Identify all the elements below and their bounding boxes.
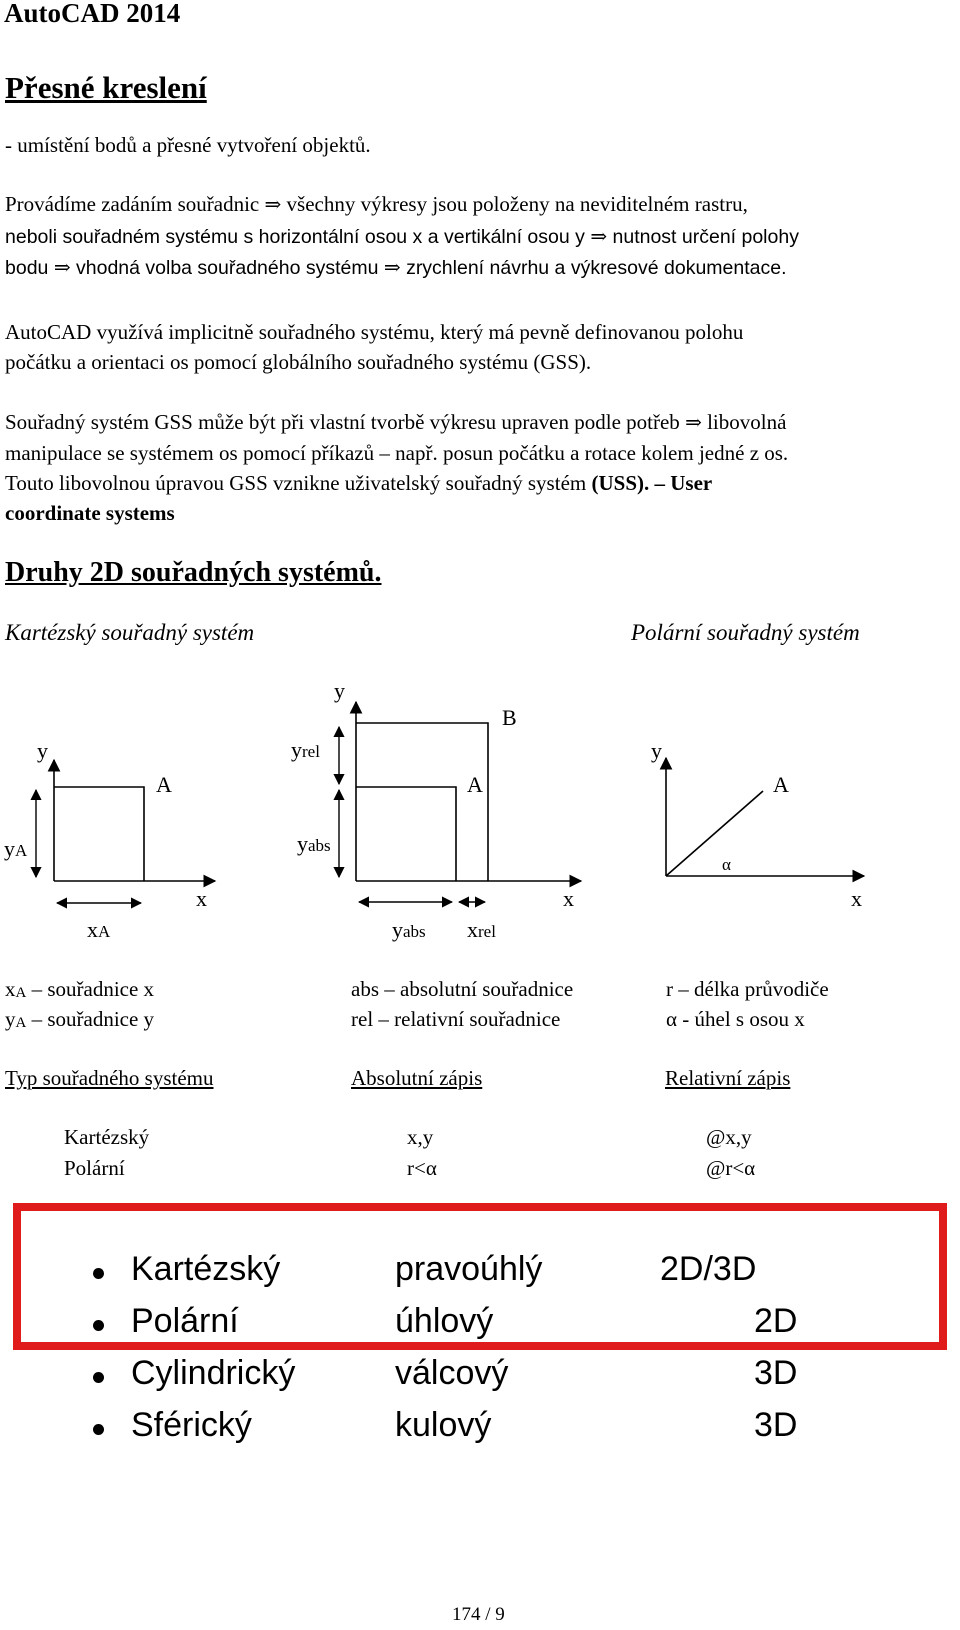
table-row-polar-type: Polární [64,1156,125,1180]
d3-point-a-label: A [773,772,789,797]
list-item-name: Sférický [131,1406,252,1444]
list-item-name: Polární [131,1302,239,1340]
d1-point-guide [54,787,144,881]
implies-icon: ⇒ [590,224,608,248]
polar-label: Polární souřadný systém [631,620,860,645]
implies-icon: ⇒ [264,192,282,216]
d2-y-label: y [334,680,345,703]
d2-xrel-label: xrel [467,917,496,942]
list-item-description: válcový [395,1354,509,1392]
d1-point-a-label: A [156,772,172,797]
bullet-icon [93,1320,104,1331]
legend-alpha: α - úhel s osou x [666,1007,805,1031]
d2-point-a-guide [356,787,456,881]
legend-abs: abs – absolutní souřadnice [351,977,574,1001]
d2-yabs-bottom-label: yabs [392,917,426,942]
paragraph-2-line-2: počátku a orientaci os pomocí globálního souřadného systému (GSS). [5,350,592,374]
table-row-cartesian-absolute: x,y [407,1125,434,1149]
d1-xa-label: xA [87,917,111,942]
intro-line: - umístění bodů a přesné vytvoření objektů. [5,133,371,157]
cartesian-label: Kartézský souřadný systém [5,620,255,645]
d2-yrel-label: yrel [291,737,320,762]
paragraph-3-line-1: Souřadný systém GSS může být při vlastní tvorbě výkresu upraven podle potřeb ⇒ libovolná [5,410,787,434]
implies-icon: ⇒ [53,255,71,279]
section-title-precise-drawing: Přesné kreslení [5,70,207,105]
table-header-relative: Relativní zápis [665,1066,791,1090]
cartesian-relative-diagram [291,680,581,942]
legend-r: r – délka průvodiče [666,977,829,1001]
table-row-polar-absolute: r<α [407,1156,437,1180]
list-item-name: Kartézský [131,1250,281,1288]
bullet-icon [93,1424,104,1435]
list-item-description: úhlový [395,1302,494,1340]
legend-ya: $y_A$ – souřadnice y [5,1007,155,1031]
bullet-icon [93,1268,104,1279]
d3-radius-vector [666,791,763,876]
list-item-dimension: 3D [754,1354,798,1392]
d1-x-label: x [196,886,207,911]
paragraph-1-line-2: neboli souřadném systému s horizontální osou x a vertikální osou y ⇒ nutnost určení polohy [5,224,799,248]
section-title-2d-systems: Druhy 2D souřadných systémů. [5,557,382,588]
d3-x-label: x [851,886,862,911]
paragraph-3-line-2: manipulace se systémem os pomocí příkazů – např. posun počátku a rotace kolem jedné z os. [5,441,789,465]
d3-y-label: y [651,738,662,763]
d1-ya-label: yA [4,836,28,861]
list-item-dimension: 3D [754,1406,798,1444]
table-row-cartesian-type: Kartézský [64,1125,150,1149]
list-item-description: pravoúhlý [395,1250,543,1288]
page-number: 174 / 9 [452,1604,505,1625]
paragraph-3-line-4: coordinate systems [5,501,175,525]
table-header-absolute: Absolutní zápis [351,1066,483,1090]
d2-point-b-label: B [502,705,517,730]
d2-point-b-guide [356,723,488,881]
paragraph-1-line-1: Provádíme zadáním souřadnic ⇒ všechny výkresy jsou položeny na neviditelném rastru, [5,192,748,216]
paragraph-2-line-1: AutoCAD využívá implicitně souřadného systému, který má pevně definovanou polohu [5,320,744,344]
paragraph-1-line-3: bodu ⇒ vhodná volba souřadného systému ⇒ zrychlení návrhu a výkresové dokumentace. [5,255,787,279]
list-item-name: Cylindrický [131,1354,296,1392]
list-item-dimension: 2D/3D [660,1250,757,1288]
cartesian-absolute-diagram [4,738,215,942]
d3-alpha-label: α [722,855,731,874]
list-item-description: kulový [395,1406,492,1444]
d1-y-label: y [37,738,48,763]
table-header-type: Typ souřadného systému [5,1066,214,1090]
bullet-icon [93,1372,104,1383]
polar-diagram [651,738,864,911]
legend-rel: rel – relativní souřadnice [351,1007,561,1031]
table-row-polar-relative: @r<α [706,1156,756,1180]
d2-yabs-label: yabs [297,831,331,856]
d2-x-label: x [563,886,574,911]
table-row-cartesian-relative: @x,y [706,1125,752,1149]
coordinate-systems-diagram [0,680,960,960]
d2-point-a-label: A [467,772,483,797]
legend-xa: $x_A$ – souřadnice x [5,977,155,1001]
implies-icon: ⇒ [383,255,401,279]
implies-icon: ⇒ [685,410,702,434]
list-item-dimension: 2D [754,1302,798,1340]
header-title: AutoCAD 2014 [4,0,181,28]
paragraph-3-line-3: Touto libovolnou úpravou GSS vznikne uživatelský souřadný systém (USS). – User [5,471,713,495]
